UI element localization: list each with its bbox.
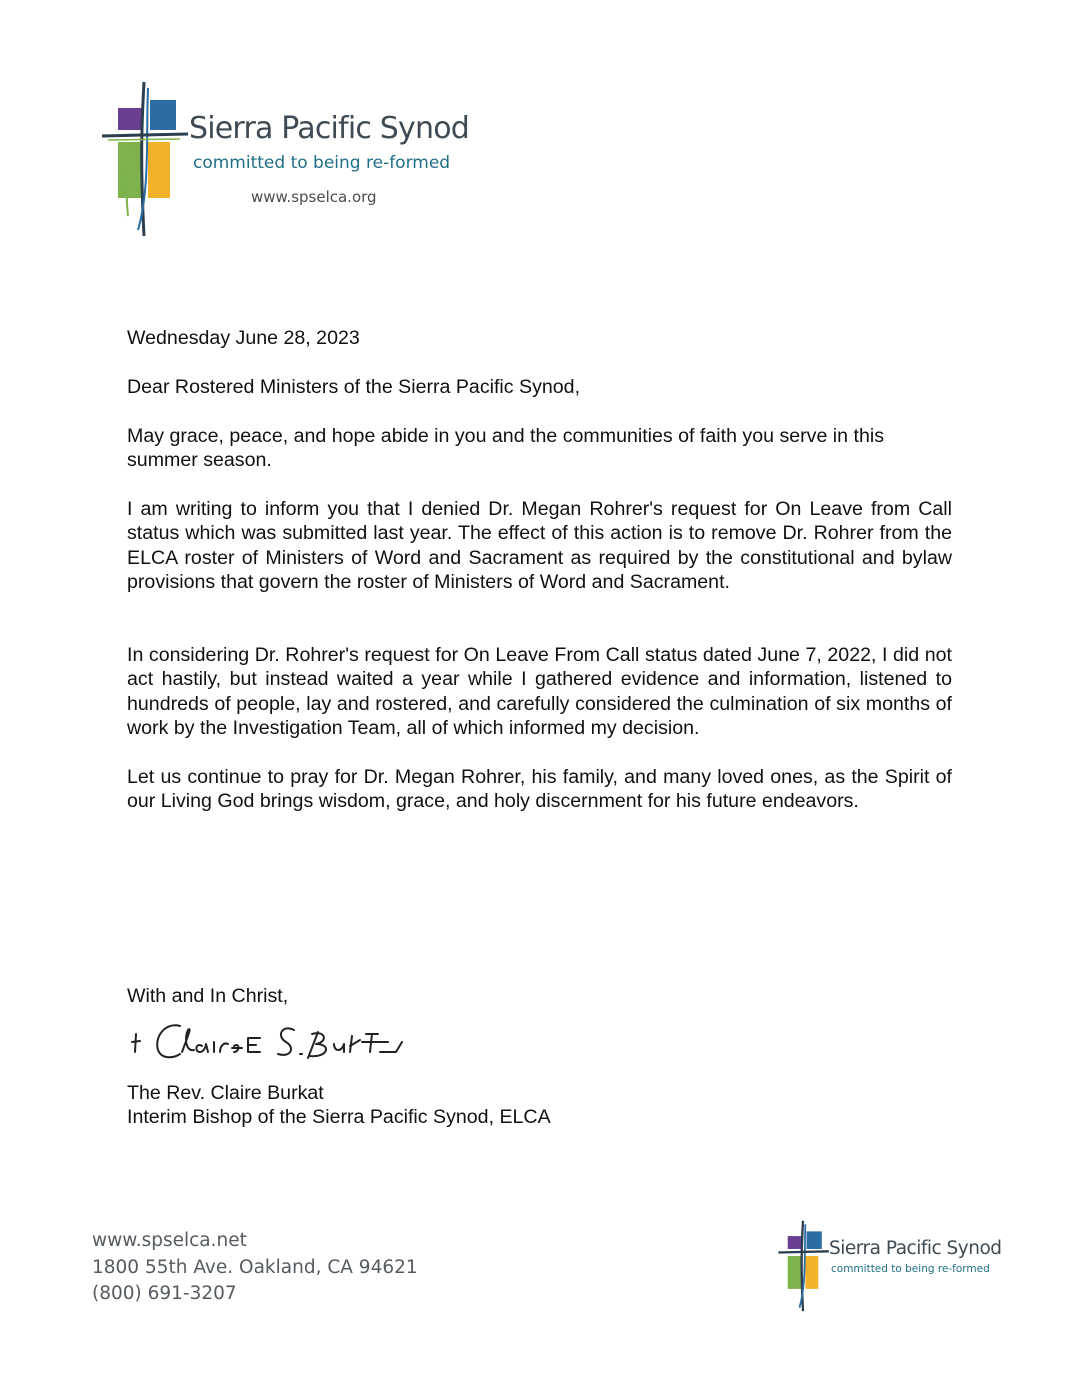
cross-logo-icon — [98, 78, 190, 240]
header-tagline: committed to being re-formed — [193, 153, 451, 173]
letter-paragraph-3: In considering Dr. Rohrer's request for On Leave From Call status dated June 7, 2022, I did not act hastily, but instead waited a year while I gathered evidence and information, listened to hundreds of people, lay and rostered, and carefully considered the culmination of six months of work by the Investigation Team, all of which informed my decision. — [127, 644, 952, 740]
footer-tagline: committed to being re-formed — [831, 1263, 990, 1275]
footer-address: 1800 55th Ave. Oakland, CA 94621 — [92, 1256, 418, 1278]
letter-date: Wednesday June 28, 2023 — [127, 327, 360, 349]
footer-contact — [92, 1228, 418, 1308]
letter-salutation: Dear Rostered Ministers of the Sierra Pacific Synod, — [127, 376, 581, 398]
letter-paragraph-4: Let us continue to pray for Dr. Megan Rohrer, his family, and many loved ones, as the Spirit of our Living God brings wisdom, grace, and holy discernment for his future endeavors. — [127, 766, 952, 813]
header-org-name: Sierra Pacific Synod — [189, 111, 469, 146]
letter-paragraph-2: I am writing to inform you that I denied Dr. Megan Rohrer's request for On Leave from Call status which was submitted last year. The effect of this action is to remove Dr. Rohrer from the ELCA roster of Ministers of Word and Sacrament as required by the constitutional and bylaw provisions that govern the roster of Ministers of Word and Sacrament. — [127, 498, 952, 594]
signature-image — [122, 1012, 412, 1072]
signer-name: The Rev. Claire Burkat — [127, 1082, 324, 1104]
footer-website: www.spselca.net — [92, 1230, 247, 1251]
header-website: www.spselca.org — [251, 188, 377, 206]
footer-cross-logo-icon — [776, 1218, 830, 1314]
footer-org-name: Sierra Pacific Synod — [829, 1238, 1002, 1259]
footer-phone: (800) 691-3207 — [92, 1283, 237, 1304]
letter-paragraph-1: May grace, peace, and hope abide in you and the communities of faith you serve in this summer season. — [127, 425, 884, 472]
signer-title: Interim Bishop of the Sierra Pacific Synod, ELCA — [127, 1106, 551, 1128]
letter-closing: With and In Christ, — [127, 985, 289, 1007]
